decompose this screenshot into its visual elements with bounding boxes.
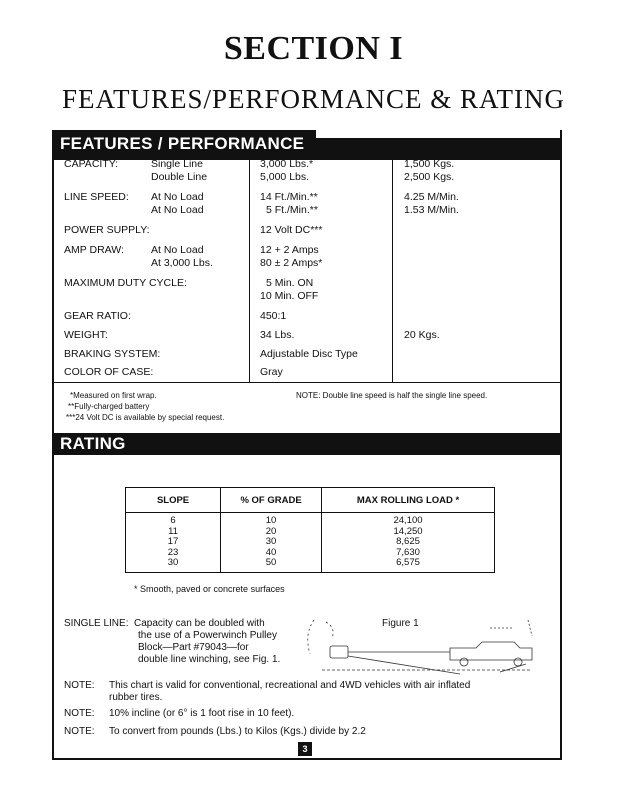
note-3-label: NOTE: (64, 726, 95, 737)
table-row (126, 527, 494, 538)
capacity-metric-2: 2,500 Kgs. (404, 171, 455, 183)
grade-cell: 50 (221, 558, 322, 572)
line-speed-imperial-2: 5 Ft./Min.** (266, 204, 318, 216)
line-speed-label: LINE SPEED: (64, 191, 129, 203)
duty-cycle-off: 10 Min. OFF (260, 290, 319, 302)
rating-band (54, 433, 560, 455)
grade-cell: 40 (221, 548, 322, 559)
load-cell: 6,575 (322, 558, 494, 572)
single-line-text-1: Capacity can be doubled with (134, 618, 265, 629)
note-1-label: NOTE: (64, 680, 95, 691)
amp-draw-value-1: 12 + 2 Amps (260, 244, 319, 256)
load-cell: 8,625 (322, 537, 494, 548)
table-row (126, 537, 494, 548)
weight-label: WEIGHT: (64, 329, 108, 341)
line-speed-metric-2: 1.53 M/Min. (404, 204, 459, 216)
table-row (126, 558, 494, 572)
features-divider-1 (249, 154, 250, 382)
footnote-3: ***24 Volt DC is available by special request. (66, 413, 225, 422)
single-line-text-2: the use of a Powerwinch Pulley (138, 630, 277, 641)
capacity-metric-1: 1,500 Kgs. (404, 158, 455, 170)
duty-cycle-on: 5 Min. ON (266, 277, 314, 289)
section-title: SECTION I (223, 30, 404, 67)
note-1-text-cont: rubber tires. (109, 692, 163, 703)
load-cell: 24,100 (322, 513, 494, 527)
footnote-2: **Fully-charged battery (68, 402, 150, 411)
grade-cell: 10 (221, 513, 322, 527)
amp-draw-cond-2: At 3,000 Lbs. (151, 257, 213, 269)
amp-draw-value-2: 80 ± 2 Amps* (260, 257, 323, 269)
amp-draw-label: AMP DRAW: (64, 244, 124, 256)
note-2-text: 10% incline (or 6° is 1 foot rise in 10 feet). (109, 708, 295, 719)
gear-ratio-label: GEAR RATIO: (64, 310, 131, 322)
braking-system-label: BRAKING SYSTEM: (64, 348, 161, 360)
grade-cell: 30 (221, 537, 322, 548)
weight-metric: 20 Kgs. (404, 329, 440, 341)
case-color-value: Gray (260, 366, 283, 378)
features-bottom-rule (54, 382, 560, 383)
note-3-text: To convert from pounds (Lbs.) to Kilos (Kgs.) divide by 2.2 (109, 726, 366, 737)
single-line-label: SINGLE LINE: (64, 618, 129, 629)
note-2-label: NOTE: (64, 708, 95, 719)
power-supply-label: POWER SUPPLY: (64, 224, 150, 236)
slope-cell: 30 (167, 557, 179, 568)
page-number: 3 (298, 742, 312, 756)
slope-cell: 17 (167, 536, 179, 547)
single-line-text-3: Block—Part #79043—for (138, 642, 249, 653)
table-footnote: * Smooth, paved or concrete surfaces (134, 584, 285, 594)
braking-system-value: Adjustable Disc Type (260, 348, 358, 360)
spec-frame (52, 130, 562, 760)
amp-draw-cond-1: At No Load (151, 244, 204, 256)
slope-cell: 23 (167, 546, 179, 558)
features-divider-2 (392, 154, 393, 382)
line-speed-cond-2: At No Load (151, 204, 204, 216)
capacity-label: CAPACITY: (64, 158, 119, 170)
power-supply-value: 12 Volt DC*** (260, 224, 323, 236)
grade-cell: 20 (221, 527, 322, 538)
load-cell: 14,250 (322, 527, 494, 538)
single-line-text-4: double line winching, see Fig. 1. (138, 654, 281, 665)
capacity-cond-1: Single Line (151, 158, 203, 170)
slope-cell: 6 (170, 515, 176, 526)
col-slope: SLOPE (126, 488, 221, 513)
line-speed-cond-1: At No Load (151, 191, 204, 203)
weight-imperial: 34 Lbs. (260, 329, 295, 341)
double-line-speed-note: NOTE: Double line speed is half the single line speed. (296, 391, 488, 400)
table-row (126, 513, 494, 527)
line-speed-imperial-1: 14 Ft./Min.** (260, 191, 318, 203)
capacity-cond-2: Double Line (151, 171, 208, 183)
slope-cell: 11 (168, 525, 178, 537)
rating-heading: RATING (60, 434, 126, 453)
section-subtitle: FEATURES/PERFORMANCE & RATING (61, 84, 566, 114)
col-max-load: MAX ROLLING LOAD * (322, 488, 494, 513)
rating-table (126, 488, 494, 572)
pulley-winch-figure (300, 614, 544, 678)
line-speed-metric-1: 4.25 M/Min. (404, 191, 459, 203)
load-cell: 7,630 (322, 548, 494, 559)
duty-cycle-label: MAXIMUM DUTY CYCLE: (64, 277, 187, 289)
features-heading: FEATURES / PERFORMANCE (60, 134, 305, 153)
capacity-imperial-1: 3,000 Lbs.* (260, 158, 314, 170)
note-1-text: This chart is valid for conventional, recreational and 4WD vehicles with air inflated (109, 680, 471, 691)
capacity-imperial-2: 5,000 Lbs. (260, 171, 310, 183)
figure-label: Figure 1 (382, 618, 419, 629)
footnote-1: *Measured on first wrap. (70, 391, 157, 400)
col-grade: % OF GRADE (221, 488, 322, 513)
case-color-label: COLOR OF CASE: (64, 366, 154, 378)
table-row (126, 548, 494, 559)
gear-ratio-value: 450:1 (260, 310, 287, 322)
